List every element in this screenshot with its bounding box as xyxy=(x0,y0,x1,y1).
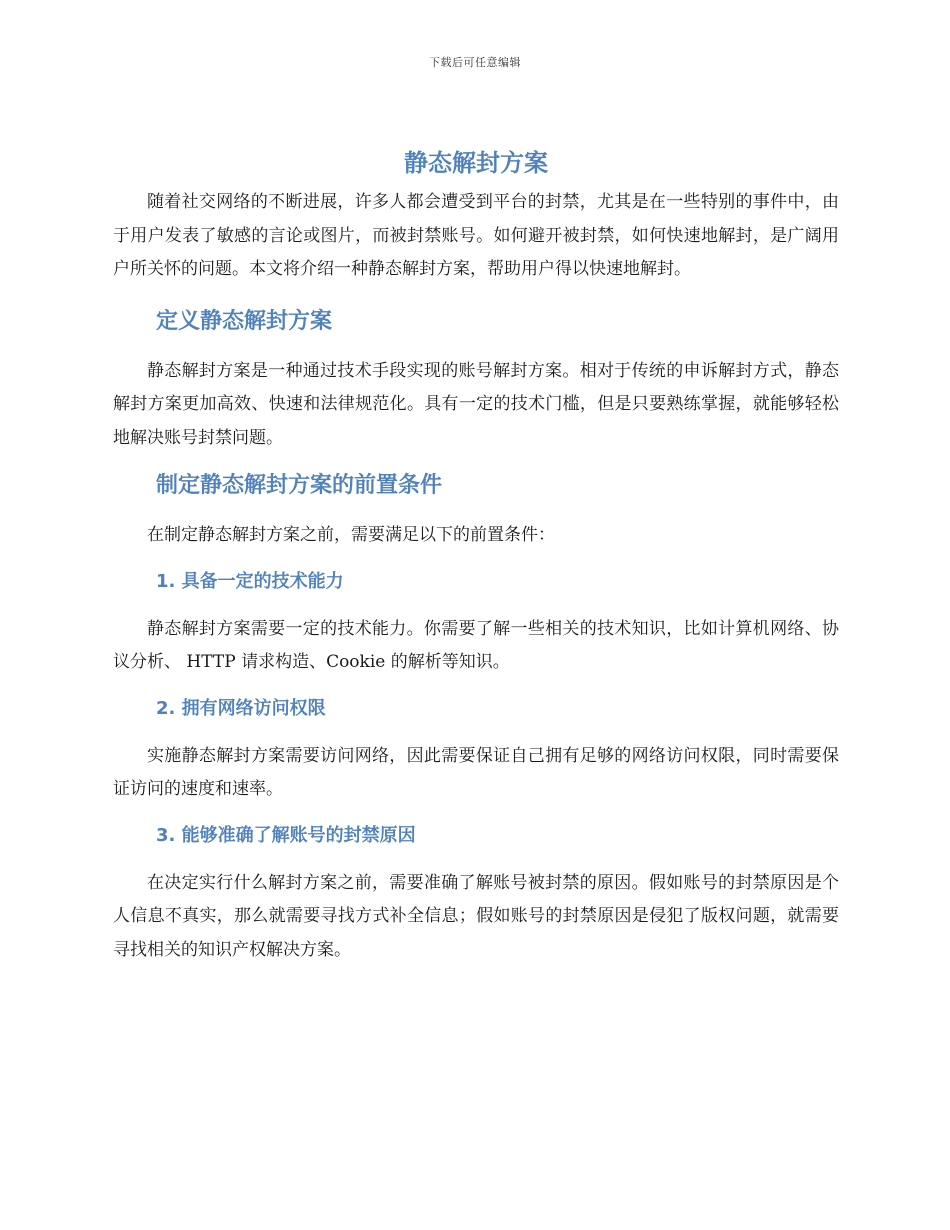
subsection-paragraph-ban-reason: 在决定实行什么解封方案之前，需要准确了解账号被封禁的原因。假如账号的封禁原因是个人信息不真实，那么就需要寻找方式补全信息；假如账号的封禁原因是侵犯了版权问题，就需要寻找相关的知识产权解决方案。 xyxy=(113,872,839,960)
section-paragraph-prerequisites: 在制定静态解封方案之前，需要满足以下的前置条件： xyxy=(147,525,555,545)
page-header: 下载后可任意编辑 xyxy=(429,56,521,69)
intro-paragraph: 随着社交网络的不断进展，许多人都会遭受到平台的封禁，尤其是在一些特别的事件中，由于用户发表了敏感的言论或图片，而被封禁账号。如何避开被封禁，如何快速地解封，是广阔用户所关怀的问题。本文将介绍一种静态解封方案，帮助用户得以快速地解封。 xyxy=(113,192,839,279)
document-title: 静态解封方案 xyxy=(404,149,548,177)
subsection-heading-network-access: 2. 拥有网络访问权限 xyxy=(156,697,326,719)
subsection-paragraph-technical-ability: 静态解封方案需要一定的技术能力。你需要了解一些相关的技术知识，比如计算机网络、协议分析、 HTTP 请求构造、Cookie 的解析等知识。 xyxy=(113,618,839,672)
subsection-paragraph-network-access: 实施静态解封方案需要访问网络，因此需要保证自己拥有足够的网络访问权限，同时需要保证访问的速度和速率。 xyxy=(113,745,839,799)
subsection-heading-ban-reason: 3. 能够准确了解账号的封禁原因 xyxy=(156,824,416,846)
section-heading-prerequisites: 制定静态解封方案的前置条件 xyxy=(156,473,443,498)
section-paragraph-definition: 静态解封方案是一种通过技术手段实现的账号解封方案。相对于传统的申诉解封方式，静态解封方案更加高效、快速和法律规范化。具有一定的技术门槛，但是只要熟练掌握，就能够轻松地解决账号封禁问题。 xyxy=(113,360,839,448)
section-heading-definition: 定义静态解封方案 xyxy=(156,308,333,334)
document-body xyxy=(113,144,839,967)
subsection-heading-technical-ability: 1. 具备一定的技术能力 xyxy=(156,570,344,592)
